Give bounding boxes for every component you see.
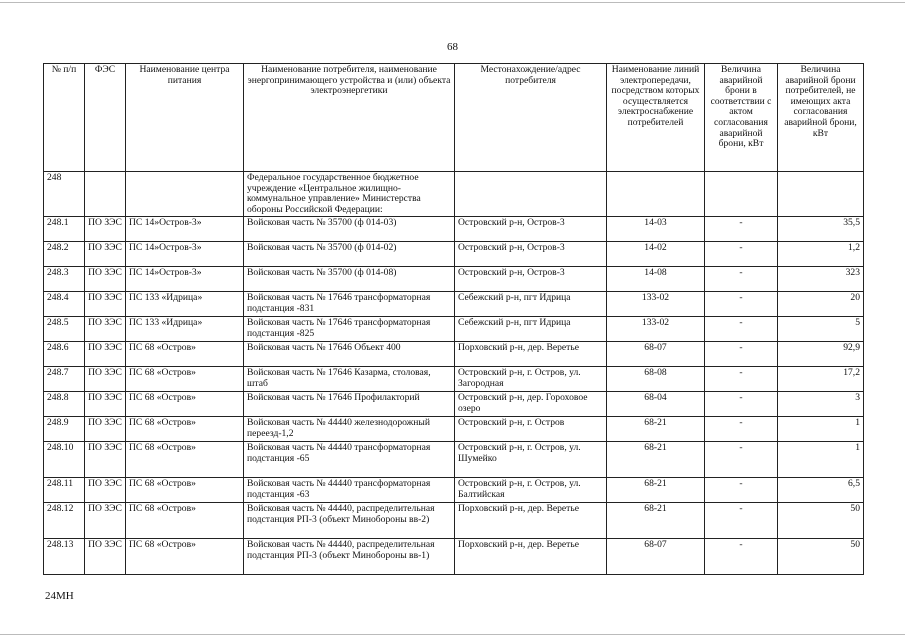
table-row: [44, 392, 864, 417]
cell-center: ПС 133 «Идрица»: [126, 317, 244, 342]
cell-address: Островский р-н, г. Остров, ул. Балтийская: [455, 478, 607, 503]
cell-address: Порховский р-н, дер. Веретье: [455, 539, 607, 575]
cell-reserve-act: -: [705, 292, 778, 317]
table-row: [44, 242, 864, 267]
cell-reserve-noact: 6,5: [778, 478, 864, 503]
cell-address: Себежский р-н, пгт Идрица: [455, 317, 607, 342]
col-header-num: № п/п: [44, 64, 85, 172]
cell-fes: ПО ЗЭС: [85, 217, 126, 242]
cell-fes: ПО ЗЭС: [85, 478, 126, 503]
cell-reserve-noact: 1: [778, 442, 864, 478]
cell-reserve-noact: 50: [778, 539, 864, 575]
table-row: [44, 317, 864, 342]
cell-num: 248.2: [44, 242, 85, 267]
table-row: [44, 503, 864, 539]
cell-reserve-act: -: [705, 478, 778, 503]
cell-address: Островский р-н, Остров-3: [455, 217, 607, 242]
reserve-table: [43, 63, 864, 575]
cell-center: ПС 68 «Остров»: [126, 442, 244, 478]
cell-reserve-noact: 92,9: [778, 342, 864, 367]
table-row: [44, 442, 864, 478]
cell-line: 133-02: [607, 317, 705, 342]
cell-num: 248.5: [44, 317, 85, 342]
cell-reserve-noact: 5: [778, 317, 864, 342]
cell-line: 68-04: [607, 392, 705, 417]
cell-address: Островский р-н, г. Остров, ул. Загородная: [455, 367, 607, 392]
cell-fes: ПО ЗЭС: [85, 417, 126, 442]
header-row: [44, 64, 864, 172]
cell-num: 248.1: [44, 217, 85, 242]
cell-fes: ПО ЗЭС: [85, 503, 126, 539]
cell-consumer: Войсковая часть № 44440 трансформаторная подстанция -63: [244, 478, 455, 503]
cell-num: 248.8: [44, 392, 85, 417]
cell-fes: ПО ЗЭС: [85, 367, 126, 392]
cell-reserve-act: -: [705, 539, 778, 575]
cell-address: Себежский р-н, пгт Идрица: [455, 292, 607, 317]
scan-edge-top: [0, 2, 905, 3]
scan-edge-bottom: [0, 634, 905, 635]
cell-num: 248.9: [44, 417, 85, 442]
table-row: [44, 217, 864, 242]
cell-line: 68-21: [607, 503, 705, 539]
cell-fes: ПО ЗЭС: [85, 442, 126, 478]
cell-center: ПС 68 «Остров»: [126, 539, 244, 575]
cell-center: ПС 68 «Остров»: [126, 478, 244, 503]
cell-line: 68-21: [607, 442, 705, 478]
cell-reserve-act: -: [705, 342, 778, 367]
cell-consumer: Войсковая часть № 17646 трансформаторная подстанция -831: [244, 292, 455, 317]
cell-num: 248.4: [44, 292, 85, 317]
col-header-fes: ФЭС: [85, 64, 126, 172]
cell-num: 248.7: [44, 367, 85, 392]
cell-consumer: Войсковая часть № 17646 Профилакторий: [244, 392, 455, 417]
cell-fes: ПО ЗЭС: [85, 242, 126, 267]
table-row: [44, 367, 864, 392]
cell-reserve-noact: 35,5: [778, 217, 864, 242]
cell-consumer: Войсковая часть № 44440 трансформаторная подстанция -65: [244, 442, 455, 478]
cell-line: 133-02: [607, 292, 705, 317]
cell-num: 248.12: [44, 503, 85, 539]
group-name: Федеральное государственное бюджетное учреждение «Центральное жилищно-коммунальное управление» Министерства обороны Российской Федерации:: [244, 172, 455, 217]
cell-consumer: Войсковая часть № 35700 (ф 014-02): [244, 242, 455, 267]
table-row: [44, 267, 864, 292]
cell-reserve-noact: 323: [778, 267, 864, 292]
cell-consumer: Войсковая часть № 44440 железнодорожный переезд-1,2: [244, 417, 455, 442]
cell-reserve-act: -: [705, 217, 778, 242]
cell-address: Островский р-н, дер. Гороховое озеро: [455, 392, 607, 417]
cell-center: ПС 68 «Остров»: [126, 367, 244, 392]
cell-reserve-act: -: [705, 317, 778, 342]
cell-reserve-act: -: [705, 442, 778, 478]
cell-consumer: Войсковая часть № 17646 Объект 400: [244, 342, 455, 367]
cell-reserve-noact: 1: [778, 417, 864, 442]
cell-reserve-act: -: [705, 392, 778, 417]
cell-address: Порховский р-н, дер. Веретье: [455, 342, 607, 367]
cell-line: 68-07: [607, 342, 705, 367]
cell-line: 14-03: [607, 217, 705, 242]
col-header-reserve-noact: Величина аварийной брони потребителей, не имеющих акта согласования аварийной брони, кВт: [778, 64, 864, 172]
cell-line: 68-21: [607, 417, 705, 442]
cell-line: 68-08: [607, 367, 705, 392]
cell-reserve-noact: 50: [778, 503, 864, 539]
cell-address: Островский р-н, г. Остров, ул. Шумейко: [455, 442, 607, 478]
cell-num: 248.13: [44, 539, 85, 575]
cell-consumer: Войсковая часть № 35700 (ф 014-03): [244, 217, 455, 242]
cell-center: ПС 14»Остров-3»: [126, 242, 244, 267]
cell-address: Островский р-н, г. Остров: [455, 417, 607, 442]
cell-center: ПС 68 «Остров»: [126, 503, 244, 539]
cell-consumer: Войсковая часть № 35700 (ф 014-08): [244, 267, 455, 292]
cell-fes: ПО ЗЭС: [85, 267, 126, 292]
cell-fes: ПО ЗЭС: [85, 342, 126, 367]
table-row: [44, 417, 864, 442]
cell-num: 248.11: [44, 478, 85, 503]
table-row: [44, 478, 864, 503]
cell-reserve-noact: 3: [778, 392, 864, 417]
group-row: [44, 172, 864, 217]
cell-address: Островский р-н, Остров-3: [455, 267, 607, 292]
cell-fes: ПО ЗЭС: [85, 317, 126, 342]
cell-fes: ПО ЗЭС: [85, 392, 126, 417]
cell-line: 14-02: [607, 242, 705, 267]
table-row: [44, 342, 864, 367]
cell-num: 248.10: [44, 442, 85, 478]
cell-line: 14-08: [607, 267, 705, 292]
cell-reserve-noact: 17,2: [778, 367, 864, 392]
col-header-address: Местонахождение/адрес потребителя: [455, 64, 607, 172]
cell-address: Островский р-н, Остров-3: [455, 242, 607, 267]
cell-consumer: Войсковая часть № 17646 Казарма, столовая, штаб: [244, 367, 455, 392]
cell-num: 248.3: [44, 267, 85, 292]
cell-num: 248.6: [44, 342, 85, 367]
cell-center: ПС 14»Остров-3»: [126, 217, 244, 242]
cell-center: ПС 14»Остров-3»: [126, 267, 244, 292]
cell-consumer: Войсковая часть № 17646 трансформаторная подстанция -825: [244, 317, 455, 342]
cell-line: 68-21: [607, 478, 705, 503]
cell-reserve-act: -: [705, 417, 778, 442]
cell-reserve-act: -: [705, 503, 778, 539]
table-row: [44, 539, 864, 575]
cell-reserve-noact: 20: [778, 292, 864, 317]
cell-address: Порховский р-н, дер. Веретье: [455, 503, 607, 539]
cell-center: ПС 68 «Остров»: [126, 417, 244, 442]
col-header-reserve-act: Величина аварийной брони в соответствии с актом согласования аварийной брони, кВт: [705, 64, 778, 172]
cell-center: ПС 68 «Остров»: [126, 342, 244, 367]
cell-fes: ПО ЗЭС: [85, 539, 126, 575]
cell-consumer: Войсковая часть № 44440, распределительная подстанция РП-3 (объект Минобороны вв-2): [244, 503, 455, 539]
cell-consumer: Войсковая часть № 44440, распределительная подстанция РП-3 (объект Минобороны вв-1): [244, 539, 455, 575]
col-header-line: Наименование линий электропередачи, посредством которых осуществляется электроснабжение потребителей: [607, 64, 705, 172]
page-number: 68: [447, 41, 458, 53]
cell-reserve-act: -: [705, 267, 778, 292]
table-row: [44, 292, 864, 317]
cell-line: 68-07: [607, 539, 705, 575]
cell-reserve-act: -: [705, 367, 778, 392]
cell-center: ПС 68 «Остров»: [126, 392, 244, 417]
col-header-consumer: Наименование потребителя, наименование энергопринимающего устройства и (или) объекта электроэнергетики: [244, 64, 455, 172]
col-header-center: Наименование центра питания: [126, 64, 244, 172]
cell-fes: ПО ЗЭС: [85, 292, 126, 317]
cell-reserve-noact: 1,2: [778, 242, 864, 267]
cell-center: ПС 133 «Идрица»: [126, 292, 244, 317]
document-code: 24МН: [45, 590, 74, 602]
group-num: 248: [44, 172, 85, 217]
cell-reserve-act: -: [705, 242, 778, 267]
